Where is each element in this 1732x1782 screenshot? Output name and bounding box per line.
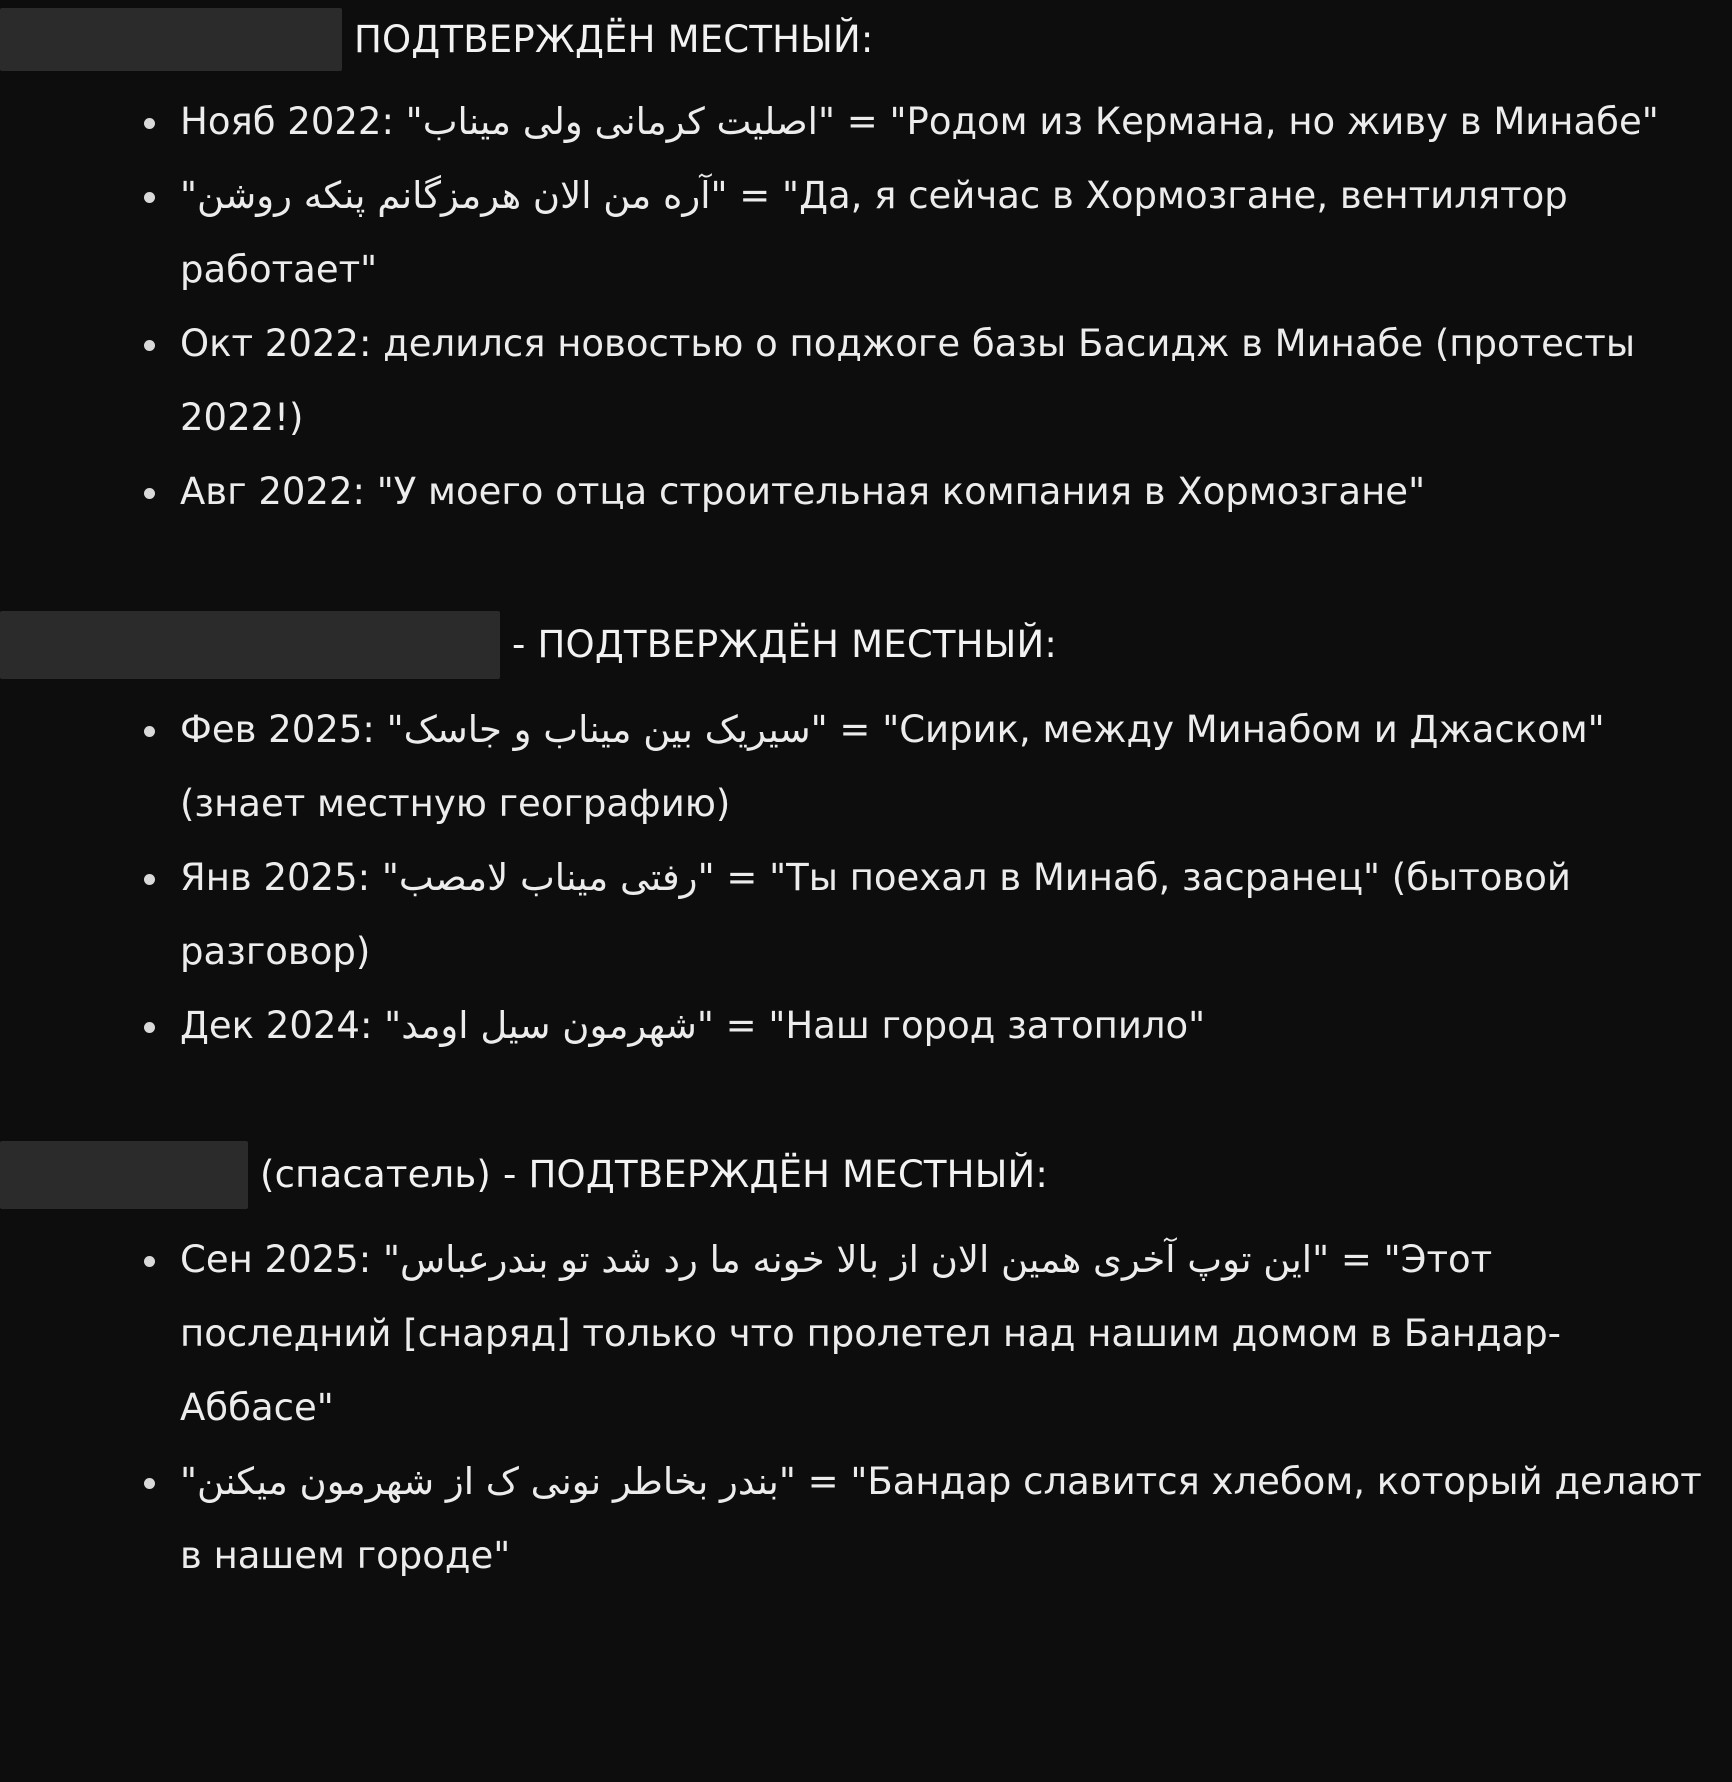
bullet-list-1 — [108, 85, 1714, 529]
section-confirmed-local-1 — [108, 8, 1714, 529]
section-heading-2 — [108, 611, 1714, 679]
redacted-name-2 — [0, 611, 500, 679]
section-heading-3-text: (спасатель) - ПОДТВЕРЖДЁН МЕСТНЫЙ: — [248, 1153, 1049, 1196]
redacted-name-3 — [0, 1141, 248, 1209]
section-spacer — [108, 533, 1714, 611]
redacted-name-1 — [0, 8, 342, 71]
section-confirmed-local-3 — [108, 1141, 1714, 1593]
left-gutter — [0, 0, 108, 1782]
list-item: Янв 2025: "رفتی میناب لامصب" = "Ты поехал в Минаб, засранец" (бытовой разговор) — [108, 841, 1714, 989]
list-item: Авг 2022: "У моего отца строительная компания в Хормозгане" — [108, 455, 1714, 529]
bullet-list-2 — [108, 693, 1714, 1063]
list-item: "آره من الان هرمزگانم پنکه روشن" = "Да, я сейчас в Хормозгане, вентилятор работает" — [108, 159, 1714, 307]
section-confirmed-local-2 — [108, 611, 1714, 1063]
section-heading-1-text: ПОДТВЕРЖДЁН МЕСТНЫЙ: — [342, 17, 874, 61]
section-spacer — [108, 1067, 1714, 1141]
bullet-list-3 — [108, 1223, 1714, 1593]
section-heading-3 — [108, 1141, 1714, 1209]
list-item: Фев 2025: "سیریک بین میناب و جاسک" = "Сирик, между Минабом и Джаском" (знает местную географию) — [108, 693, 1714, 841]
list-item: Нояб 2022: "اصلیت کرمانی ولی میناب" = "Родом из Кермана, но живу в Минабе" — [108, 85, 1714, 159]
list-item: "بندر بخاطر نونی ک از شهرمون میکنن" = "Бандар славится хлебом, который делают в нашем городе" — [108, 1445, 1714, 1593]
section-heading-2-text: - ПОДТВЕРЖДЁН МЕСТНЫЙ: — [500, 623, 1058, 666]
list-item: Окт 2022: делился новостью о поджоге базы Басидж в Минабе (протесты 2022!) — [108, 307, 1714, 455]
list-item: Дек 2024: "شهرمون سیل اومد" = "Наш город затопило" — [108, 989, 1714, 1063]
document-content — [108, 0, 1714, 1593]
list-item: Сен 2025: "این توپ آخری همین الان از بالا خونه ما رد شد تو بندرعباس" = "Этот последний [снаряд] только что пролетел над нашим домом в Бандар-Аббасе" — [108, 1223, 1714, 1445]
section-heading-1 — [108, 8, 1714, 71]
